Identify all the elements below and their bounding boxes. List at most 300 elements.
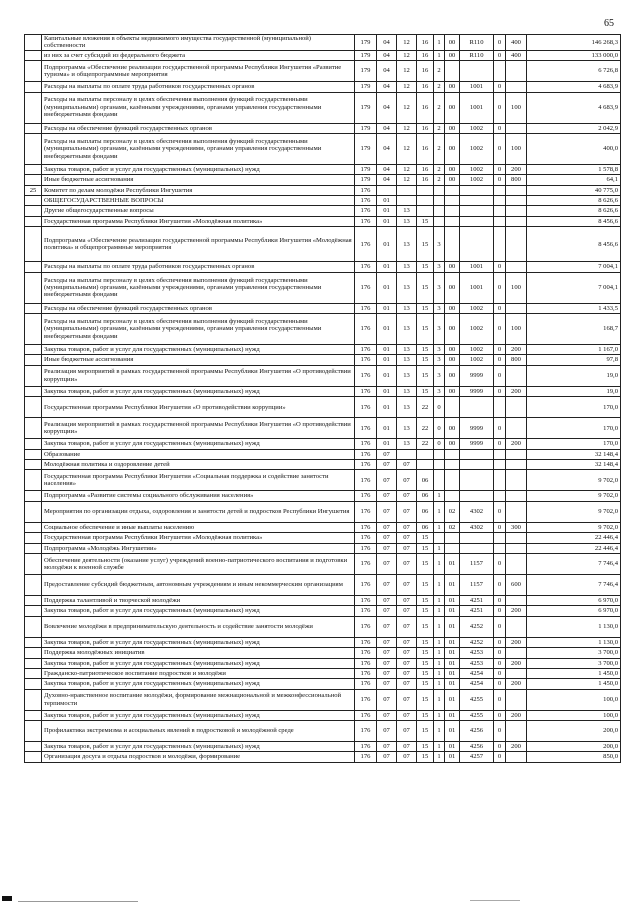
code-cell: 600 (506, 574, 527, 595)
code-cell (417, 206, 434, 216)
code-cell (494, 196, 506, 206)
table-row (25, 82, 621, 92)
code-cell: 176 (355, 345, 377, 355)
code-cell (506, 365, 527, 386)
code-cell (445, 533, 460, 543)
code-cell: 1 (434, 742, 445, 752)
row-index-cell (25, 216, 42, 226)
code-cell (445, 196, 460, 206)
code-cell (506, 543, 527, 553)
amount-cell: 1 433,5 (527, 303, 621, 313)
code-cell: 0 (494, 637, 506, 647)
row-name-cell: Подпрограмма «Молодёжь Ингушетии» (42, 543, 355, 553)
code-cell: 400 (506, 50, 527, 60)
code-cell: 00 (445, 82, 460, 92)
code-cell: 12 (397, 133, 417, 164)
amount-cell: 170,0 (527, 397, 621, 418)
code-cell: 01 (377, 272, 397, 303)
amount-cell: 146 268,3 (527, 35, 621, 51)
code-cell: 176 (355, 206, 377, 216)
code-cell: 4255 (460, 710, 494, 720)
code-cell: 0 (494, 133, 506, 164)
row-index-cell (25, 314, 42, 345)
code-cell: 1 (434, 35, 445, 51)
table-row (25, 196, 621, 206)
table-row (25, 616, 621, 637)
budget-table (24, 34, 621, 763)
code-cell: 3 (434, 365, 445, 386)
code-cell (460, 206, 494, 216)
code-cell: 0 (494, 82, 506, 92)
code-cell: 16 (417, 164, 434, 174)
amount-cell: 9 702,0 (527, 470, 621, 491)
code-cell: 4252 (460, 637, 494, 647)
code-cell (460, 533, 494, 543)
table-row (25, 216, 621, 226)
code-cell (434, 185, 445, 195)
code-cell (506, 616, 527, 637)
row-name-cell: Расходы на выплаты по оплате труда работников государственных органов (42, 262, 355, 272)
code-cell (506, 397, 527, 418)
code-cell: 12 (397, 61, 417, 82)
amount-cell: 9 702,0 (527, 501, 621, 522)
code-cell (494, 227, 506, 262)
row-name-cell: Иные бюджетные ассигнования (42, 175, 355, 185)
code-cell: R110 (460, 35, 494, 51)
code-cell: 1 (434, 501, 445, 522)
code-cell: 1002 (460, 133, 494, 164)
code-cell: 179 (355, 133, 377, 164)
code-cell: 07 (397, 710, 417, 720)
code-cell: 04 (377, 175, 397, 185)
code-cell (494, 460, 506, 470)
code-cell: 100 (506, 272, 527, 303)
code-cell (460, 543, 494, 553)
code-cell: 16 (417, 123, 434, 133)
code-cell (494, 543, 506, 553)
code-cell: 4253 (460, 658, 494, 668)
code-cell (434, 449, 445, 459)
code-cell (506, 303, 527, 313)
table-row (25, 133, 621, 164)
code-cell (506, 491, 527, 501)
code-cell: 0 (494, 689, 506, 710)
code-cell: 1 (434, 543, 445, 553)
table-row (25, 491, 621, 501)
code-cell: 1002 (460, 123, 494, 133)
code-cell: 176 (355, 689, 377, 710)
table-row (25, 470, 621, 491)
row-index-cell (25, 501, 42, 522)
code-cell: 176 (355, 721, 377, 742)
code-cell: 13 (397, 272, 417, 303)
code-cell: 15 (417, 710, 434, 720)
code-cell: 3 (434, 262, 445, 272)
row-index-cell (25, 206, 42, 216)
code-cell: 0 (494, 574, 506, 595)
amount-cell: 200,0 (527, 742, 621, 752)
table-row (25, 175, 621, 185)
code-cell: 06 (417, 491, 434, 501)
amount-cell: 100,0 (527, 710, 621, 720)
table-row (25, 710, 621, 720)
code-cell: 07 (397, 522, 417, 532)
code-cell: 0 (494, 262, 506, 272)
row-index-cell (25, 227, 42, 262)
code-cell (506, 262, 527, 272)
amount-cell: 168,7 (527, 314, 621, 345)
code-cell: 1002 (460, 345, 494, 355)
code-cell (506, 689, 527, 710)
row-index-cell (25, 365, 42, 386)
code-cell: 01 (445, 658, 460, 668)
code-cell (506, 470, 527, 491)
code-cell: 0 (494, 50, 506, 60)
amount-cell: 3 700,0 (527, 658, 621, 668)
code-cell: 0 (494, 418, 506, 439)
table-row (25, 206, 621, 216)
code-cell: 07 (397, 574, 417, 595)
code-cell: 176 (355, 262, 377, 272)
code-cell: 13 (397, 386, 417, 396)
code-cell: 00 (445, 439, 460, 449)
row-name-cell: Государственная программа Республики Ингушетия «Молодёжная политика» (42, 216, 355, 226)
code-cell: 01 (377, 216, 397, 226)
code-cell: 2 (434, 82, 445, 92)
code-cell: 0 (494, 92, 506, 123)
row-index-cell (25, 721, 42, 742)
code-cell: 15 (417, 606, 434, 616)
code-cell: 15 (417, 595, 434, 605)
amount-cell: 1 450,0 (527, 679, 621, 689)
code-cell: 15 (417, 345, 434, 355)
code-cell: 00 (445, 365, 460, 386)
row-name-cell: Закупка товаров, работ и услуг для государственных (муниципальных) нужд (42, 679, 355, 689)
code-cell: 07 (377, 742, 397, 752)
code-cell: 00 (445, 386, 460, 396)
code-cell: 2 (434, 61, 445, 82)
table-row (25, 418, 621, 439)
code-cell: 07 (377, 637, 397, 647)
code-cell (460, 491, 494, 501)
code-cell: 07 (397, 616, 417, 637)
code-cell: 15 (417, 216, 434, 226)
code-cell: 07 (377, 752, 397, 762)
code-cell: 07 (377, 616, 397, 637)
code-cell: 13 (397, 345, 417, 355)
code-cell: 16 (417, 35, 434, 51)
row-index-cell (25, 355, 42, 365)
amount-cell: 200,0 (527, 721, 621, 742)
code-cell: 0 (494, 303, 506, 313)
table-row (25, 595, 621, 605)
code-cell (434, 216, 445, 226)
amount-cell: 850,0 (527, 752, 621, 762)
code-cell (506, 123, 527, 133)
row-index-cell (25, 616, 42, 637)
table-row (25, 61, 621, 82)
code-cell: 00 (445, 123, 460, 133)
row-index-cell (25, 522, 42, 532)
code-cell: 01 (445, 637, 460, 647)
code-cell: 3 (434, 314, 445, 345)
code-cell: 200 (506, 742, 527, 752)
table-row (25, 185, 621, 195)
code-cell (494, 470, 506, 491)
code-cell: 100 (506, 314, 527, 345)
code-cell: 01 (377, 314, 397, 345)
table-row (25, 689, 621, 710)
code-cell: 4302 (460, 501, 494, 522)
code-cell: 2 (434, 92, 445, 123)
code-cell: 07 (397, 553, 417, 574)
row-index-cell (25, 345, 42, 355)
table-row (25, 553, 621, 574)
row-index-cell (25, 164, 42, 174)
code-cell: 16 (417, 92, 434, 123)
amount-cell: 6 726,8 (527, 61, 621, 82)
code-cell (494, 61, 506, 82)
row-index-cell (25, 196, 42, 206)
code-cell: 00 (445, 345, 460, 355)
code-cell (506, 61, 527, 82)
code-cell: 176 (355, 522, 377, 532)
code-cell: 12 (397, 35, 417, 51)
code-cell: 0 (494, 501, 506, 522)
code-cell: 15 (417, 386, 434, 396)
code-cell: 15 (417, 314, 434, 345)
amount-cell: 4 683,9 (527, 82, 621, 92)
amount-cell: 8 456,6 (527, 216, 621, 226)
code-cell: 04 (377, 92, 397, 123)
code-cell (506, 418, 527, 439)
row-index-cell (25, 648, 42, 658)
row-name-cell: Духовно-нравственное воспитание молодёжи, формирование межнациональной и межконфессиональной терпимости (42, 689, 355, 710)
code-cell: 07 (377, 470, 397, 491)
code-cell: 07 (377, 689, 397, 710)
code-cell: 15 (417, 262, 434, 272)
table-row (25, 522, 621, 532)
code-cell: 00 (445, 272, 460, 303)
code-cell: 04 (377, 133, 397, 164)
code-cell: 176 (355, 553, 377, 574)
code-cell: 1002 (460, 303, 494, 313)
amount-cell: 9 702,0 (527, 491, 621, 501)
code-cell: 15 (417, 553, 434, 574)
table-row (25, 648, 621, 658)
code-cell: 4251 (460, 606, 494, 616)
row-index-cell (25, 668, 42, 678)
code-cell: 01 (377, 227, 397, 262)
code-cell: 15 (417, 272, 434, 303)
row-name-cell: Гражданско-патриотическое воспитание подростков и молодёжи (42, 668, 355, 678)
code-cell: 15 (417, 752, 434, 762)
code-cell: 01 (377, 397, 397, 418)
table-row (25, 35, 621, 51)
code-cell (445, 491, 460, 501)
table-row (25, 752, 621, 762)
code-cell: 00 (445, 35, 460, 51)
code-cell: 176 (355, 196, 377, 206)
row-index-cell (25, 262, 42, 272)
code-cell: 1 (434, 689, 445, 710)
code-cell: 1001 (460, 92, 494, 123)
row-name-cell: Закупка товаров, работ и услуг для государственных (муниципальных) нужд (42, 345, 355, 355)
code-cell: 00 (445, 262, 460, 272)
code-cell: 176 (355, 501, 377, 522)
code-cell: 15 (417, 303, 434, 313)
code-cell: 13 (397, 216, 417, 226)
code-cell: 04 (377, 82, 397, 92)
row-name-cell: Реализация мероприятий в рамках государственной программы Республики Ингушетия «О противодействии коррупции» (42, 365, 355, 386)
code-cell: 01 (445, 689, 460, 710)
code-cell: 13 (397, 227, 417, 262)
code-cell: 01 (445, 721, 460, 742)
row-name-cell: Социальное обеспечение и иные выплаты населению (42, 522, 355, 532)
table-row (25, 679, 621, 689)
code-cell (506, 648, 527, 658)
code-cell: 06 (417, 522, 434, 532)
code-cell: 01 (445, 668, 460, 678)
code-cell: 12 (397, 164, 417, 174)
code-cell: 15 (417, 543, 434, 553)
code-cell: 1 (434, 606, 445, 616)
code-cell: 00 (445, 133, 460, 164)
row-name-cell: Профилактика экстремизма и асоциальных явлений в подростковой и молодёжной среде (42, 721, 355, 742)
row-name-cell: Поддержка талантливой и творческой молодёжи (42, 595, 355, 605)
table-row (25, 439, 621, 449)
code-cell (417, 196, 434, 206)
code-cell: 1 (434, 648, 445, 658)
code-cell: 1 (434, 679, 445, 689)
table-row (25, 574, 621, 595)
code-cell: 07 (377, 543, 397, 553)
scan-mark (2, 896, 12, 901)
amount-cell: 64,1 (527, 175, 621, 185)
code-cell: 04 (377, 123, 397, 133)
row-name-cell: Закупка товаров, работ и услуг для государственных (муниципальных) нужд (42, 386, 355, 396)
code-cell: 07 (397, 668, 417, 678)
code-cell (445, 216, 460, 226)
code-cell: 2 (434, 175, 445, 185)
code-cell: 400 (506, 35, 527, 51)
code-cell: 100 (506, 133, 527, 164)
code-cell: 07 (397, 752, 417, 762)
code-cell: 0 (494, 648, 506, 658)
amount-cell: 170,0 (527, 439, 621, 449)
code-cell: 07 (397, 721, 417, 742)
amount-cell: 1 130,0 (527, 616, 621, 637)
row-name-cell: Подпрограмма «Обеспечение реализации государственной программы Республики Ингушетия «Развитие туризма» и общепрограммные мероприятия (42, 61, 355, 82)
code-cell: 15 (417, 742, 434, 752)
code-cell: 1001 (460, 82, 494, 92)
code-cell: 176 (355, 449, 377, 459)
row-name-cell: Расходы на обеспечение функций государственных органов (42, 303, 355, 313)
code-cell: 176 (355, 742, 377, 752)
row-index-cell (25, 679, 42, 689)
code-cell: 0 (494, 522, 506, 532)
code-cell: 07 (377, 710, 397, 720)
code-cell: 9999 (460, 439, 494, 449)
code-cell: 12 (397, 50, 417, 60)
code-cell: 00 (445, 164, 460, 174)
code-cell (506, 216, 527, 226)
code-cell: 100 (506, 92, 527, 123)
row-name-cell: Реализация мероприятий в рамках государственной программы Республики Ингушетия «О противодействии коррупции» (42, 418, 355, 439)
row-index-cell (25, 574, 42, 595)
row-index-cell (25, 303, 42, 313)
code-cell: 0 (494, 272, 506, 303)
code-cell: 176 (355, 679, 377, 689)
code-cell: 07 (377, 522, 397, 532)
amount-cell: 97,8 (527, 355, 621, 365)
code-cell: 02 (445, 522, 460, 532)
code-cell: 06 (417, 470, 434, 491)
code-cell: 15 (417, 574, 434, 595)
code-cell: 07 (377, 491, 397, 501)
code-cell: 12 (397, 82, 417, 92)
code-cell (460, 227, 494, 262)
amount-cell: 7 746,4 (527, 553, 621, 574)
code-cell (445, 470, 460, 491)
row-name-cell: ОБЩЕГОСУДАРСТВЕННЫЕ ВОПРОСЫ (42, 196, 355, 206)
code-cell: 0 (494, 679, 506, 689)
code-cell: 2 (434, 164, 445, 174)
code-cell: 0 (494, 658, 506, 668)
code-cell: 01 (445, 595, 460, 605)
row-name-cell: Закупка товаров, работ и услуг для государственных (муниципальных) нужд (42, 742, 355, 752)
row-name-cell: Расходы на выплаты персоналу в целях обеспечения выполнения функций государственными (муниципальными) органами, казёнными учреждениями, органами управления государственными внебюджетными фондами (42, 314, 355, 345)
code-cell: 176 (355, 574, 377, 595)
row-index-cell: 25 (25, 185, 42, 195)
row-name-cell: из них за счет субсидий из федерального бюджета (42, 50, 355, 60)
table-row (25, 543, 621, 553)
code-cell: 0 (494, 616, 506, 637)
code-cell: 3 (434, 345, 445, 355)
code-cell: 176 (355, 460, 377, 470)
code-cell: 04 (377, 50, 397, 60)
row-name-cell: Организация досуга и отдыха подростков и молодёжи, формирование (42, 752, 355, 762)
code-cell: 12 (397, 123, 417, 133)
row-name-cell: Расходы на выплаты персоналу в целях обеспечения выполнения функций государственными (муниципальными) органами, казёнными учреждениями, органами управления государственными внебюджетными фондами (42, 133, 355, 164)
code-cell: 01 (377, 355, 397, 365)
table-row (25, 355, 621, 365)
row-index-cell (25, 470, 42, 491)
code-cell: 200 (506, 386, 527, 396)
code-cell: 1002 (460, 175, 494, 185)
amount-cell: 2 042,9 (527, 123, 621, 133)
row-index-cell (25, 752, 42, 762)
code-cell: 176 (355, 227, 377, 262)
code-cell: 176 (355, 616, 377, 637)
code-cell: 4255 (460, 689, 494, 710)
code-cell: 179 (355, 175, 377, 185)
code-cell: 1 (434, 595, 445, 605)
code-cell (460, 397, 494, 418)
code-cell: 1001 (460, 262, 494, 272)
code-cell (445, 397, 460, 418)
amount-cell: 19,0 (527, 386, 621, 396)
code-cell: 200 (506, 345, 527, 355)
code-cell: 13 (397, 439, 417, 449)
amount-cell: 133 000,0 (527, 50, 621, 60)
code-cell: 1 (434, 658, 445, 668)
code-cell: 1002 (460, 164, 494, 174)
code-cell: 0 (494, 710, 506, 720)
code-cell: 2 (434, 123, 445, 133)
code-cell: 07 (397, 606, 417, 616)
code-cell (506, 533, 527, 543)
